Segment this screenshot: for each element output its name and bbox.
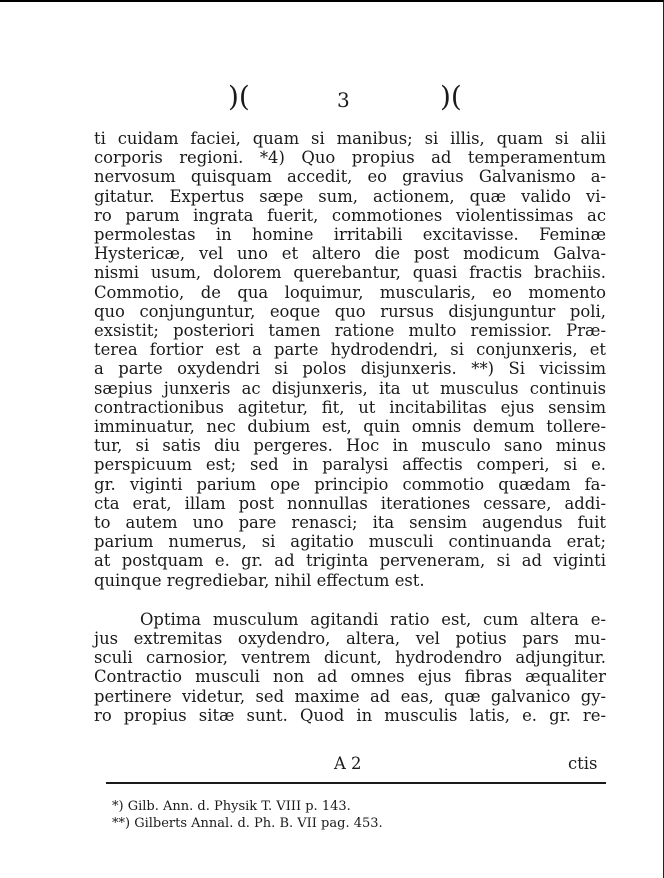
text-line: ro parum ingrata fuerit, commotiones violentissimas ac bbox=[94, 205, 606, 225]
text-line: quo conjunguntur, eoque quo rursus disjunguntur poli, bbox=[94, 301, 606, 321]
text-line: cta erat, illam post nonnullas iterationes cessare, addi- bbox=[94, 493, 606, 513]
text-line: sæpius junxeris ac disjunxeris, ita ut musculus continuis bbox=[94, 378, 606, 398]
footnote-rule bbox=[106, 782, 606, 784]
text-line: Contractio musculi non ad omnes ejus fibras æqualiter bbox=[94, 667, 606, 687]
text-line: at postquam e. gr. ad triginta perveneram, si ad viginti bbox=[94, 551, 606, 571]
text-line: ro propius sitæ sunt. Quod in musculis latis, e. gr. re- bbox=[94, 705, 606, 725]
running-header bbox=[0, 82, 664, 112]
signature-mark: A 2 bbox=[334, 754, 362, 773]
text-line: Commotio, de qua loquimur, muscularis, eo momento bbox=[94, 282, 606, 302]
text-line: terea fortior est a parte hydrodendri, si conjunxeris, et bbox=[94, 340, 606, 360]
paragraph-1-last-line bbox=[94, 571, 606, 590]
text-line: perspicuum est; sed in paralysi affectis comperi, si e. bbox=[94, 455, 606, 475]
footnotes bbox=[112, 798, 592, 832]
ornament-right: )( bbox=[440, 80, 462, 113]
text-line: Hystericæ, vel uno et altero die post modicum Galva- bbox=[94, 244, 606, 264]
text-line: nismi usum, dolorem querebantur, quasi fractis brachiis. bbox=[94, 263, 606, 283]
text-line: gr. viginti parium ope principio commotio quædam fa- bbox=[94, 474, 606, 494]
footnote-2: **) Gilberts Annal. d. Ph. B. VII pag. 453. bbox=[112, 816, 383, 831]
text-line: gitatur. Expertus sæpe sum, actionem, quæ valido vi- bbox=[94, 186, 606, 206]
text-line: tur, si satis diu pergeres. Hoc in musculo sano minus bbox=[94, 436, 606, 456]
text-line: imminuatur, nec dubium est, quin omnis demum tollere- bbox=[94, 417, 606, 437]
page-number: 3 bbox=[337, 88, 350, 112]
ornament-left: )( bbox=[228, 80, 250, 113]
text-line: parium numerus, si agitatio musculi continuanda erat; bbox=[94, 532, 606, 552]
text-line: pertinere videtur, sed maxime ad eas, quæ galvanico gy- bbox=[94, 686, 606, 706]
text-line: quinque regrediebar, nihil effectum est. bbox=[94, 570, 425, 590]
text-line: jus extremitas oxydendro, altera, vel potius pars mu- bbox=[94, 629, 606, 649]
signature-line bbox=[0, 754, 664, 776]
paragraph-2 bbox=[94, 610, 606, 725]
text-line: nervosum quisquam accedit, eo gravius Galvanismo a- bbox=[94, 167, 606, 187]
text-line: contractionibus agitetur, fit, ut incitabilitas ejus sensim bbox=[94, 397, 606, 417]
text-line: to autem uno pare renasci; ita sensim augendus fuit bbox=[94, 513, 606, 533]
text-line: a parte oxydendri si polos disjunxeris. **) Si vicissim bbox=[94, 359, 606, 379]
footnote-1: *) Gilb. Ann. d. Physik T. VIII p. 143. bbox=[112, 799, 351, 814]
text-line: exsistit; posteriori tamen ratione multo remissior. Præ- bbox=[94, 321, 606, 341]
text-line: sculi carnosior, ventrem dicunt, hydrodendro adjungitur. bbox=[94, 648, 606, 668]
text-line: corporis regioni. *4) Quo propius ad temperamentum bbox=[94, 148, 606, 168]
paragraph-1 bbox=[94, 129, 606, 571]
text-line: Optima musculum agitandi ratio est, cum altera e- bbox=[140, 609, 606, 629]
main-text bbox=[94, 129, 606, 725]
text-line: permolestas in homine irritabili excitavisse. Feminæ bbox=[94, 225, 606, 245]
catchword: ctis bbox=[568, 754, 598, 773]
text-line: ti cuidam faciei, quam si manibus; si illis, quam si alii bbox=[94, 129, 606, 148]
